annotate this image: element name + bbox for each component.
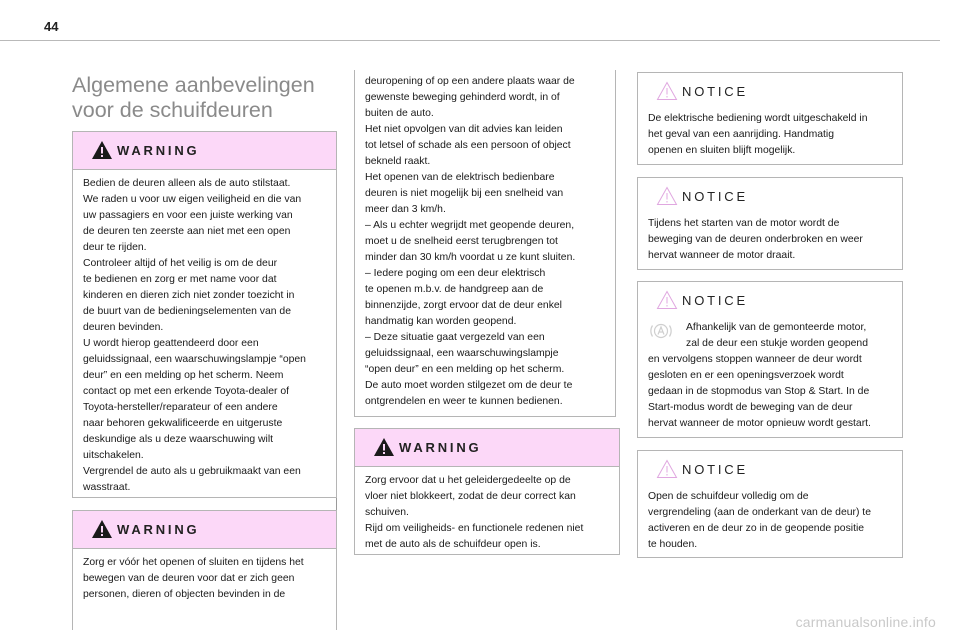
text-line: personen, dieren of objecten bevinden in de bbox=[83, 589, 286, 600]
text-line: tot letsel of schade als een persoon of object bbox=[365, 140, 571, 151]
text-line: vloer niet blokkeert, zodat de deur correct kan bbox=[365, 491, 576, 502]
text-line: de buurt van de bedieningselementen van de bbox=[83, 306, 291, 317]
page-number: 44 bbox=[44, 19, 59, 34]
text-line: minder dan 30 km/h voordat u ze kunt sluiten. bbox=[365, 252, 576, 263]
warning-continuation-box bbox=[354, 70, 616, 417]
warning-box-3 bbox=[354, 428, 620, 555]
text-line: We raden u voor uw eigen veiligheid en die van bbox=[83, 194, 302, 205]
text-line: Zorg ervoor dat u het geleidergedeelte op de bbox=[365, 475, 571, 486]
warning-triangle-icon bbox=[91, 519, 113, 539]
text-line: De elektrische bediening wordt uitgeschakeld in bbox=[648, 113, 868, 124]
text-line: Het openen van de elektrisch bedienbare bbox=[365, 172, 555, 183]
notice-text bbox=[638, 316, 902, 440]
notice-header bbox=[638, 282, 902, 316]
warning-triangle-icon bbox=[91, 140, 113, 160]
notice-header bbox=[638, 178, 902, 212]
text-line: deuren bevinden. bbox=[83, 322, 164, 333]
notice-text bbox=[638, 107, 902, 167]
notice-box-3 bbox=[637, 281, 903, 438]
warning-box-1 bbox=[72, 131, 337, 498]
warning-label: WARNING bbox=[117, 143, 200, 158]
text-line: Afhankelijk van de gemonteerde motor, bbox=[686, 322, 867, 333]
continuation-text bbox=[355, 70, 615, 418]
notice-box-2 bbox=[637, 177, 903, 270]
text-line: buiten de auto. bbox=[365, 108, 434, 119]
text-line: te houden. bbox=[648, 539, 698, 550]
text-line: schuiven. bbox=[365, 507, 409, 518]
text-line: en vervolgens stoppen wanneer de deur wordt bbox=[648, 354, 862, 365]
warning-header bbox=[73, 511, 336, 549]
text-line: deuren is niet mogelijk bij een snelheid van bbox=[365, 188, 564, 199]
stop-start-row bbox=[648, 320, 892, 352]
text-line: meer dan 3 km/h. bbox=[365, 204, 446, 215]
text-line: gedaan in de stopmodus van Stop & Start. In de bbox=[648, 386, 870, 397]
notice-header bbox=[638, 451, 902, 485]
text-line: hervat wanneer de motor opnieuw wordt gestart. bbox=[648, 418, 871, 429]
warning-label: WARNING bbox=[117, 522, 200, 537]
text-line: deur” en een melding op het scherm. Neem bbox=[83, 370, 284, 381]
text-line: Tijdens het starten van de motor wordt de bbox=[648, 218, 840, 229]
text-line: gewenste beweging gehinderd wordt, in of bbox=[365, 92, 560, 103]
notice-text bbox=[638, 485, 902, 561]
text-line: Start-modus wordt de beweging van de deur bbox=[648, 402, 853, 413]
text-line: – Deze situatie gaat vergezeld van een bbox=[365, 332, 545, 343]
stop-start-icon bbox=[648, 322, 674, 340]
text-line: beweging van de deuren onderbroken en weer bbox=[648, 234, 863, 245]
notice-triangle-icon bbox=[656, 186, 678, 206]
notice-triangle-icon bbox=[656, 290, 678, 310]
text-line: binnenzijde, zorgt ervoor dat de deur enkel bbox=[365, 300, 562, 311]
text-line: bewegen van de deuren voor dat er zich geen bbox=[83, 573, 295, 584]
text-line: gesloten en er een openingsverzoek wordt bbox=[648, 370, 844, 381]
warning-text bbox=[73, 549, 336, 611]
text-line: deuropening of op een andere plaats waar de bbox=[365, 76, 575, 87]
text-line: – Iedere poging om een deur elektrisch bbox=[365, 268, 546, 279]
text-line: de deuren ten zeerste aan niet met een open bbox=[83, 226, 291, 237]
text-line: Zorg er vóór het openen of sluiten en tijdens het bbox=[83, 557, 304, 568]
text-line: naar behoren gekwalificeerde en uitgeruste bbox=[83, 418, 283, 429]
text-line: Toyota-hersteller/reparateur of een andere bbox=[83, 402, 278, 413]
warning-box-2 bbox=[72, 510, 337, 630]
text-line: Open de schuifdeur volledig om de bbox=[648, 491, 809, 502]
text-line: contact op met een erkende Toyota-dealer of bbox=[83, 386, 290, 397]
text-line: activeren en de deur zo in de geopende positie bbox=[648, 523, 865, 534]
text-line: Vergrendel de auto als u gebruikmaakt van een bbox=[83, 466, 301, 477]
text-line: uw passagiers en voor een juiste werking van bbox=[83, 210, 293, 221]
notice-label: NOTICE bbox=[682, 293, 748, 308]
warning-label: WARNING bbox=[399, 440, 482, 455]
text-line: U wordt hierop geattendeerd door een bbox=[83, 338, 259, 349]
text-line: kinderen en dieren zich niet zonder toezicht in bbox=[83, 290, 295, 301]
text-line: hervat wanneer de motor draait. bbox=[648, 250, 796, 261]
top-divider bbox=[0, 40, 940, 41]
text-line: De auto moet worden stilgezet om de deur te bbox=[365, 380, 573, 391]
notice-text bbox=[638, 212, 902, 272]
text-line: geluidssignaal, een waarschuwingslampje bbox=[365, 348, 559, 359]
text-line: openen en sluiten blijft mogelijk. bbox=[648, 145, 796, 156]
text-line: “open deur” en een melding op het scherm. bbox=[365, 364, 565, 375]
warning-header bbox=[73, 132, 336, 170]
text-line: Controleer altijd of het veilig is om de deur bbox=[83, 258, 278, 269]
text-line: vergrendeling (aan de onderkant van de deur) te bbox=[648, 507, 871, 518]
text-line: uitschakelen. bbox=[83, 450, 144, 461]
notice-label: NOTICE bbox=[682, 84, 748, 99]
text-line: te bedienen en zorg er met name voor dat bbox=[83, 274, 277, 285]
text-line: wasstraat. bbox=[83, 482, 131, 493]
notice-label: NOTICE bbox=[682, 462, 748, 477]
page-title: Algemene aanbevelingen voor de schuifdeuren bbox=[72, 73, 315, 122]
text-line: te openen m.b.v. de handgreep aan de bbox=[365, 284, 544, 295]
text-line: moet u de snelheid eerst terugbrengen tot bbox=[365, 236, 558, 247]
notice-triangle-icon bbox=[656, 459, 678, 479]
text-line: Rijd om veiligheids- en functionele redenen niet bbox=[365, 523, 584, 534]
notice-box-1 bbox=[637, 72, 903, 165]
text-line: zal de deur een stukje worden geopend bbox=[686, 338, 868, 349]
notice-header bbox=[638, 73, 902, 107]
text-line: ontgrendelen en weer te kunnen bedienen. bbox=[365, 396, 563, 407]
text-line: handmatig kan worden geopend. bbox=[365, 316, 517, 327]
warning-header bbox=[355, 429, 619, 467]
text-line: deur te rijden. bbox=[83, 242, 147, 253]
watermark: carmanualsonline.info bbox=[795, 614, 936, 630]
notice-label: NOTICE bbox=[682, 189, 748, 204]
text-line: het geval van een aanrijding. Handmatig bbox=[648, 129, 835, 140]
warning-text bbox=[73, 170, 336, 504]
warning-triangle-icon bbox=[373, 437, 395, 457]
warning-text bbox=[355, 467, 619, 561]
text-line: deskundige als u deze waarschuwing wilt bbox=[83, 434, 274, 445]
text-line: geluidssignaal, een waarschuwingslampje “open bbox=[83, 354, 306, 365]
notice-triangle-icon bbox=[656, 81, 678, 101]
text-line: met de auto als de schuifdeur open is. bbox=[365, 539, 541, 550]
text-line: Het niet opvolgen van dit advies kan leiden bbox=[365, 124, 563, 135]
text-line: – Als u echter wegrijdt met geopende deuren, bbox=[365, 220, 575, 231]
notice-box-4 bbox=[637, 450, 903, 558]
text-line: bekneld raakt. bbox=[365, 156, 431, 167]
text-line: Bedien de deuren alleen als de auto stilstaat. bbox=[83, 178, 291, 189]
